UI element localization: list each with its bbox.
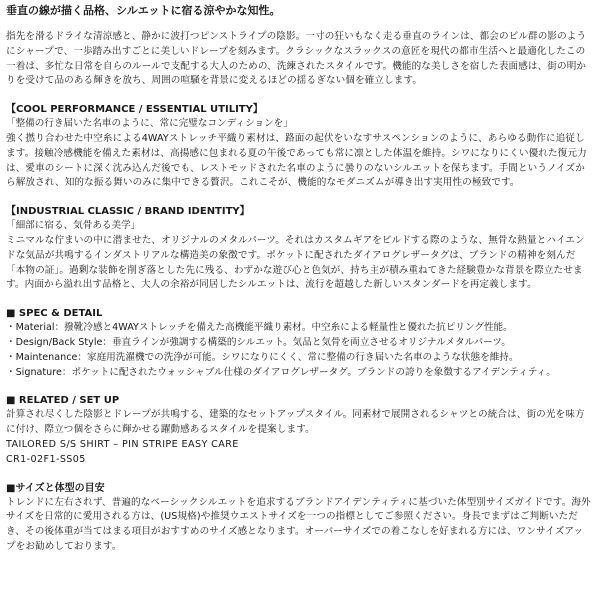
intro-paragraph: 指先を滑るドライな清涼感と、静かに波打つピンストライプの陰影。一寸の狂いもなく走る垂直のラインは、都会のビル群の影のようにシャープで、一歩踏み出すごとに美しいドレープを刻みます。クラシックなスラックスの意匠を現代の都市生活へと最適化したこの一着は、多忙な日常を自らのルールで支配する大人のための、洗練されたスタイルです。機能的な美しさを宿した表面感は、街の明かりを受けて品のある輝きを放ち、周囲の喧騒を背景に変えるほどの揺るぎない個を確立します。 [6, 31, 587, 87]
headline: 垂直の線が描く品格、シルエットに宿る涼やかな知性。 [6, 4, 281, 17]
size-title: ■サイズと体型の目安 [6, 482, 105, 494]
size-body: トレンドに左右されず、普遍的なベーシックシルエットを追求するブランドアイデンティティに基づいた体型別サイズガイドです。海外サイズを日常的に愛用される方は、(US規格)や推奨ウエストサイズを一つの指標としてご参照ください。身長でまずはご判断いただき、その後体重が当てはまる項目がおすすめのサイズ感となります。オーバーサイズでの着こなしを好まれる方には、ワンサイズアップをお勧めしております。 [6, 496, 591, 552]
related-body: 計算され尽くした陰影とドレープが共鳴する、建築的なセットアップスタイル。同素材で展開されるシャツとの統合は、街の光を味方に付け、際立つ個をさらに輝かせる躍動感あるスタイルを提案します。 [6, 409, 585, 436]
spec-item-signature: ・Signature：ポケットに配されたウォッシャブル仕様のダイアログレザータグ。ブランドの誇りを象徴するアイデンティティ。 [6, 366, 556, 378]
section-body: ミニマルな佇まいの中に潜ませた、オリジナルのメタルパーツ。それはカスタムギアをビルドする際のような、無骨な熱量とハイエンドな気品が共鳴するインダストリアルな構造美の象徴です。ポケットに配されたダイアログレザータグは、ブランドの精神を刻んだ「本物の証」。過剰な装飾を削ぎ落とした先に残る、わずかな遊び心と色気が、持ち主が積み重ねてきた経験豊かな背景を際立たせます。内面から溢れ出す品格と、大人の余裕が同居したシルエットは、流行を超越した新しいスタンダードを再定義します。 [6, 234, 585, 291]
spec-item-material: ・Material：撥靴冷感と4WAYストレッチを備えた高機能平織り素材。中空糸による軽量性と優れた抗ピリング性能。 [6, 322, 513, 334]
section-title: 【INDUSTRIAL CLASSIC / BRAND IDENTITY】 [6, 206, 250, 218]
section-size-guide [6, 482, 592, 555]
section-spec [6, 307, 592, 380]
related-product-code: CR1-02F1-SS05 [6, 453, 86, 465]
spec-title: ■ SPEC & DETAIL [6, 308, 103, 320]
section-quote: 「細部に宿る、気骨ある美学」 [6, 220, 141, 232]
section-title: 【COOL PERFORMANCE / ESSENTIAL UTILITY】 [6, 104, 263, 116]
spec-item-design: ・Design/Back Style：垂直ラインが強調する構築的シルエット。気品と気骨を両立させるオリジナルメタルパーツ。 [6, 336, 511, 348]
related-title: ■ RELATED / SET UP [6, 395, 120, 407]
section-quote: 「整備の行き届いた名車のように、常に完璧なコンディションを」 [6, 118, 293, 130]
section-cool-performance [6, 103, 592, 191]
section-related [6, 394, 592, 467]
related-product-name: TAILORED S/S SHIRT – PIN STRIPE EASY CARE [6, 438, 239, 450]
section-industrial-classic [6, 205, 592, 293]
section-body: 強く撚り合わせた中空糸による4WAYストレッチ平織り素材は、路面の起伏をいなすサスペンションのように、あらゆる動作に追従します。接触冷感機能を備えた素材は、高揚感に包まれる夏の午後であっても常に凛とした体温を維持。シワになりにくい優れた復元力は、愛車のシートに深く沈み込んだ後でも、レストモッドされた名車のように曇りのないシルエットを保ちます。手間というノイズから解放され、知的な振る舞いのみに集中できる贅沢。これこそが、機能的なモダニズムが導き出す実用性の極致です。 [6, 132, 587, 189]
spec-item-maintenance: ・Maintenance：家庭用洗濯機での洗浄が可能。シワになりにくく、常に整備の行き届いた名車のような状態を維持。 [6, 351, 519, 363]
